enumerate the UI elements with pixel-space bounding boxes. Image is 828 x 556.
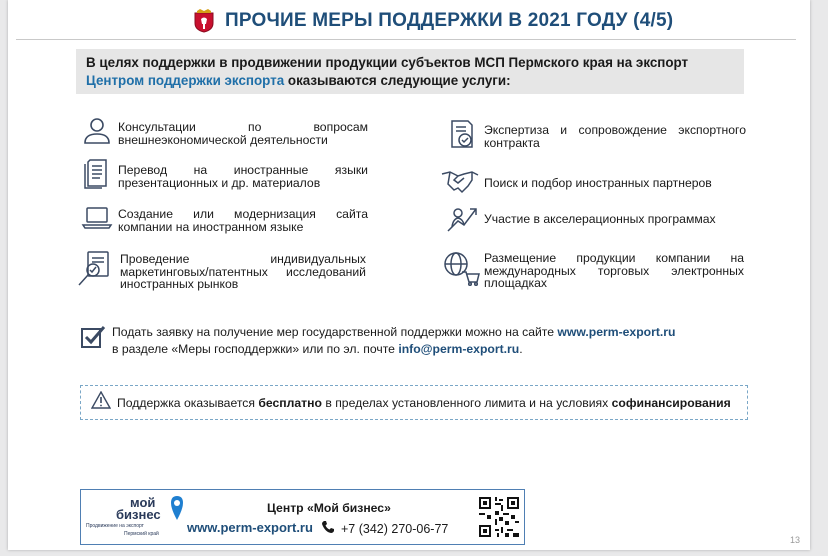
footer-site-link[interactable]: www.perm-export.ru [187,520,313,535]
service-label: Создание или модернизация сайта компании на иностранном языке [118,207,368,234]
email-link[interactable]: info@perm-export.ru [398,342,520,356]
header-divider [16,39,796,40]
growth-chart-icon [444,201,480,235]
service-partners [440,166,740,200]
service-label: Экспертиза и сопровождение экспортного контракта [484,123,746,150]
logo-region: Пермский край [124,531,159,537]
application-part3: . [519,342,523,356]
notice-cofinancing: софинансирования [611,395,731,410]
service-label: Поиск и подбор иностранных партнеров [484,176,712,190]
service-label: Консультации по вопросам внешнеэкономической деятельности [118,120,368,147]
service-website [80,201,368,235]
laptop-icon [80,201,114,235]
application-text [112,324,675,358]
application-note [80,324,675,358]
globe-cart-icon [442,250,480,284]
logo-word-biznes: бизнес [116,507,161,522]
logo-subtitle: Продвижение на экспорт [86,523,144,529]
application-part1: Подать заявку на получение мер государственной поддержки можно на сайте [112,325,558,339]
my-business-logo [86,493,186,541]
intro-line-1: В целях поддержки в продвижении продукции субъектов МСП Пермского края на экспорт [86,55,689,70]
service-marketplaces [442,250,744,290]
center-name: Центр «Мой бизнес» [267,501,391,515]
export-center-highlight: Центром поддержки экспорта [86,73,285,88]
slide [8,0,810,550]
checkbox-icon [80,324,106,355]
service-label: Проведение индивидуальных маркетинговых/патентных исследований иностранных рынков [120,252,366,291]
page-title: ПРОЧИЕ МЕРЫ ПОДДЕРЖКИ В 2021 ГОДУ (4/5) [225,10,674,31]
footer-phone[interactable] [321,520,448,537]
person-icon [80,115,114,149]
intro-line-2-rest: оказываются следующие услуги: [284,73,511,88]
contract-check-icon [446,118,480,152]
application-part2: в разделе «Меры господдержки» или по эл. почте [112,342,399,356]
logo-word-moy: мой [130,495,156,510]
service-translation [80,156,368,190]
intro-banner [76,49,744,94]
phone-number: +7 (342) 270-06-77 [341,521,449,536]
notice-free: бесплатно [258,395,322,410]
service-label: Участие в акселерационных программах [484,212,716,226]
site-link[interactable]: www.perm-export.ru [557,325,676,339]
phone-icon [321,520,335,537]
page-header [193,8,673,34]
service-research [76,248,366,291]
notice-part1: Поддержка оказывается [117,395,259,410]
location-pin-icon [170,495,184,521]
notice-text [117,396,731,410]
page-number: 13 [790,535,801,545]
service-acceleration [444,201,740,235]
document-icon [80,156,114,190]
handshake-icon [440,166,480,200]
qr-code[interactable] [477,495,521,539]
service-consulting [80,115,368,149]
notice-part2: в пределах установленного лимита и на условиях [321,395,612,410]
service-contract [446,118,746,152]
service-label: Перевод на иностранные языки презентационных и др. материалов [118,163,368,190]
service-label: Размещение продукции компании на международных торговых электронных площадках [484,251,744,290]
intro-line-2 [86,72,734,90]
warning-icon [91,391,111,414]
research-icon [76,248,114,290]
perm-crest-icon [193,9,215,33]
contact-footer [80,489,525,545]
free-support-notice [80,385,748,420]
